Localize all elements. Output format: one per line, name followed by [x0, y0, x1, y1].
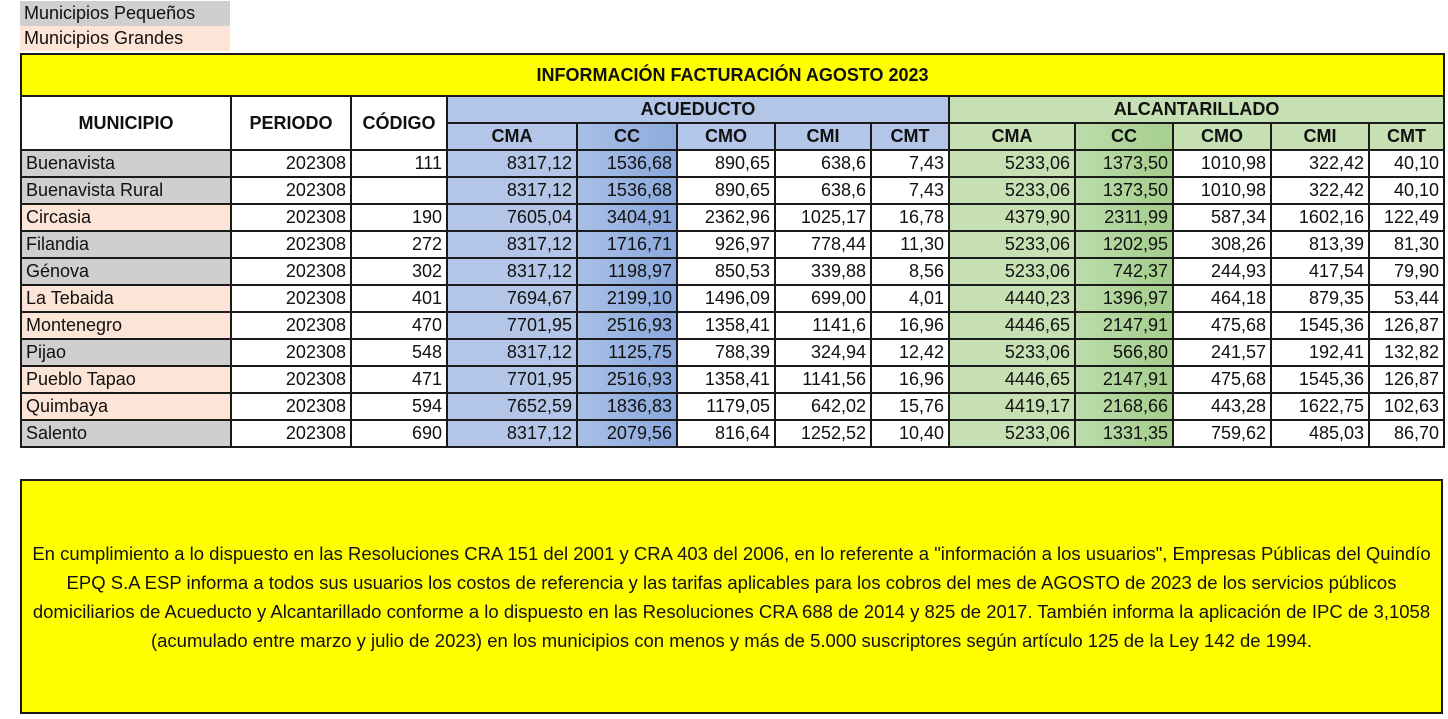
- cell-codigo: 302: [351, 258, 447, 285]
- cell-alc-cma: 4419,17: [949, 393, 1075, 420]
- cell-periodo: 202308: [231, 204, 351, 231]
- cell-acu-cmt: 16,96: [871, 312, 949, 339]
- cell-acu-cmi: 638,6: [775, 177, 871, 204]
- cell-alc-cc: 1396,97: [1075, 285, 1173, 312]
- cell-municipio: Circasia: [21, 204, 231, 231]
- cell-alc-cmo: 308,26: [1173, 231, 1271, 258]
- legend-small-municipalities: Municipios Pequeños: [20, 1, 230, 26]
- cell-acu-cc: 1536,68: [577, 177, 677, 204]
- cell-codigo: 690: [351, 420, 447, 447]
- cell-periodo: 202308: [231, 231, 351, 258]
- cell-acu-cmi: 699,00: [775, 285, 871, 312]
- cell-acu-cmo: 890,65: [677, 150, 775, 177]
- cell-acu-cmo: 926,97: [677, 231, 775, 258]
- table-row: [21, 258, 1444, 285]
- cell-acu-cma: 8317,12: [447, 420, 577, 447]
- cell-acu-cc: 1125,75: [577, 339, 677, 366]
- header-periodo: PERIODO: [231, 96, 351, 150]
- cell-alc-cma: 5233,06: [949, 177, 1075, 204]
- cell-alc-cma: 4446,65: [949, 312, 1075, 339]
- cell-alc-cma: 4440,23: [949, 285, 1075, 312]
- cell-alc-cc: 566,80: [1075, 339, 1173, 366]
- notice-box: [20, 479, 1443, 714]
- cell-acu-cma: 8317,12: [447, 258, 577, 285]
- cell-acu-cmt: 11,30: [871, 231, 949, 258]
- cell-alc-cc: 1331,35: [1075, 420, 1173, 447]
- cell-acu-cmi: 1141,56: [775, 366, 871, 393]
- cell-alc-cc: 2311,99: [1075, 204, 1173, 231]
- cell-acu-cmi: 638,6: [775, 150, 871, 177]
- cell-alc-cmo: 443,28: [1173, 393, 1271, 420]
- cell-acu-cmo: 1496,09: [677, 285, 775, 312]
- cell-periodo: 202308: [231, 150, 351, 177]
- cell-alc-cmt: 40,10: [1369, 150, 1444, 177]
- cell-acu-cmi: 324,94: [775, 339, 871, 366]
- table-row: [21, 285, 1444, 312]
- cell-acu-cmt: 15,76: [871, 393, 949, 420]
- cell-periodo: 202308: [231, 339, 351, 366]
- cell-municipio: Buenavista Rural: [21, 177, 231, 204]
- cell-alc-cmo: 1010,98: [1173, 177, 1271, 204]
- header-municipio: MUNICIPIO: [21, 96, 231, 150]
- cell-codigo: 190: [351, 204, 447, 231]
- cell-alc-cmi: 879,35: [1271, 285, 1369, 312]
- table-row: [21, 339, 1444, 366]
- cell-acu-cma: 7605,04: [447, 204, 577, 231]
- table-row: [21, 150, 1444, 177]
- cell-municipio: Salento: [21, 420, 231, 447]
- cell-alc-cma: 5233,06: [949, 150, 1075, 177]
- cell-alc-cmt: 81,30: [1369, 231, 1444, 258]
- cell-codigo: 272: [351, 231, 447, 258]
- header-acu-cmt: CMT: [871, 123, 949, 150]
- cell-alc-cc: 2168,66: [1075, 393, 1173, 420]
- cell-codigo: 111: [351, 150, 447, 177]
- cell-periodo: 202308: [231, 366, 351, 393]
- cell-codigo: 471: [351, 366, 447, 393]
- cell-acu-cmi: 642,02: [775, 393, 871, 420]
- table-row: [21, 366, 1444, 393]
- cell-acu-cma: 8317,12: [447, 231, 577, 258]
- cell-acu-cc: 2516,93: [577, 366, 677, 393]
- cell-acu-cma: 7701,95: [447, 312, 577, 339]
- cell-alc-cma: 5233,06: [949, 339, 1075, 366]
- cell-alc-cmo: 244,93: [1173, 258, 1271, 285]
- group-header-alcantarillado: ALCANTARILLADO: [949, 96, 1444, 123]
- cell-acu-cmt: 10,40: [871, 420, 949, 447]
- cell-acu-cc: 2079,56: [577, 420, 677, 447]
- cell-alc-cmi: 322,42: [1271, 150, 1369, 177]
- table-row: [21, 231, 1444, 258]
- cell-periodo: 202308: [231, 420, 351, 447]
- cell-alc-cmt: 132,82: [1369, 339, 1444, 366]
- cell-alc-cmo: 1010,98: [1173, 150, 1271, 177]
- cell-alc-cmi: 813,39: [1271, 231, 1369, 258]
- table-title: INFORMACIÓN FACTURACIÓN AGOSTO 2023: [21, 54, 1444, 96]
- cell-acu-cmo: 890,65: [677, 177, 775, 204]
- cell-municipio: Quimbaya: [21, 393, 231, 420]
- cell-acu-cmo: 1179,05: [677, 393, 775, 420]
- cell-alc-cmo: 475,68: [1173, 366, 1271, 393]
- header-acu-cmo: CMO: [677, 123, 775, 150]
- cell-acu-cmo: 1358,41: [677, 312, 775, 339]
- notice-text: En cumplimiento a lo dispuesto en las Resoluciones CRA 151 del 2001 y CRA 403 del 2006, en lo referente a "información a los usuarios", Empresas Públicas del Quindío EPQ S.A ESP informa a todos sus usuarios los costos de referencia y las tarifas aplicables para los cobros del mes de AGOSTO de 2023 de los servicios públicos domiciliarios de Acueducto y Alcantarillado conforme a lo dispuesto en las Resoluciones CRA 688 de 2014 y 825 de 2017. También informa la aplicación de IPC de 3,1058 (acumulado entre marzo y julio de 2023) en los municipios con menos y más de 5.000 suscriptores según artículo 125 de la Ley 142 de 1994.: [32, 542, 1431, 651]
- cell-codigo: 401: [351, 285, 447, 312]
- cell-acu-cma: 8317,12: [447, 339, 577, 366]
- cell-alc-cmt: 40,10: [1369, 177, 1444, 204]
- cell-alc-cmt: 102,63: [1369, 393, 1444, 420]
- cell-alc-cma: 5233,06: [949, 231, 1075, 258]
- cell-municipio: Buenavista: [21, 150, 231, 177]
- cell-acu-cc: 3404,91: [577, 204, 677, 231]
- header-codigo: CÓDIGO: [351, 96, 447, 150]
- cell-codigo: 548: [351, 339, 447, 366]
- cell-acu-cc: 1198,97: [577, 258, 677, 285]
- cell-alc-cma: 5233,06: [949, 420, 1075, 447]
- cell-municipio: Pijao: [21, 339, 231, 366]
- cell-alc-cmo: 587,34: [1173, 204, 1271, 231]
- cell-alc-cmi: 1545,36: [1271, 312, 1369, 339]
- header-alc-cmi: CMI: [1271, 123, 1369, 150]
- table-row: [21, 312, 1444, 339]
- cell-alc-cmi: 485,03: [1271, 420, 1369, 447]
- cell-alc-cc: 2147,91: [1075, 312, 1173, 339]
- cell-alc-cmo: 475,68: [1173, 312, 1271, 339]
- cell-alc-cma: 4379,90: [949, 204, 1075, 231]
- cell-periodo: 202308: [231, 393, 351, 420]
- header-acu-cmi: CMI: [775, 123, 871, 150]
- cell-acu-cma: 7652,59: [447, 393, 577, 420]
- cell-codigo: [351, 177, 447, 204]
- cell-acu-cc: 2516,93: [577, 312, 677, 339]
- cell-periodo: 202308: [231, 177, 351, 204]
- table-body: [21, 150, 1444, 447]
- cell-municipio: La Tebaida: [21, 285, 231, 312]
- cell-alc-cmt: 122,49: [1369, 204, 1444, 231]
- cell-acu-cmt: 4,01: [871, 285, 949, 312]
- cell-acu-cma: 7694,67: [447, 285, 577, 312]
- cell-alc-cmt: 86,70: [1369, 420, 1444, 447]
- cell-alc-cc: 742,37: [1075, 258, 1173, 285]
- cell-acu-cmt: 8,56: [871, 258, 949, 285]
- header-alc-cc: CC: [1075, 123, 1173, 150]
- cell-alc-cma: 5233,06: [949, 258, 1075, 285]
- cell-acu-cmi: 1252,52: [775, 420, 871, 447]
- cell-acu-cmi: 1025,17: [775, 204, 871, 231]
- table-row: [21, 177, 1444, 204]
- cell-acu-cmt: 16,78: [871, 204, 949, 231]
- cell-acu-cc: 1716,71: [577, 231, 677, 258]
- cell-periodo: 202308: [231, 285, 351, 312]
- cell-acu-cmo: 2362,96: [677, 204, 775, 231]
- cell-periodo: 202308: [231, 258, 351, 285]
- cell-acu-cmt: 7,43: [871, 177, 949, 204]
- cell-acu-cmo: 816,64: [677, 420, 775, 447]
- table-row: [21, 420, 1444, 447]
- cell-acu-cmo: 850,53: [677, 258, 775, 285]
- group-header-acueducto: ACUEDUCTO: [447, 96, 949, 123]
- cell-alc-cmi: 417,54: [1271, 258, 1369, 285]
- cell-alc-cmt: 126,87: [1369, 312, 1444, 339]
- cell-alc-cmo: 241,57: [1173, 339, 1271, 366]
- cell-acu-cmi: 1141,6: [775, 312, 871, 339]
- header-acu-cc: CC: [577, 123, 677, 150]
- legend-large-municipalities: Municipios Grandes: [20, 26, 230, 51]
- cell-municipio: Filandia: [21, 231, 231, 258]
- cell-alc-cc: 1202,95: [1075, 231, 1173, 258]
- header-alc-cmt: CMT: [1369, 123, 1444, 150]
- cell-municipio: Pueblo Tapao: [21, 366, 231, 393]
- cell-alc-cc: 1373,50: [1075, 150, 1173, 177]
- cell-acu-cc: 1836,83: [577, 393, 677, 420]
- cell-alc-cmi: 1602,16: [1271, 204, 1369, 231]
- cell-acu-cma: 8317,12: [447, 177, 577, 204]
- cell-acu-cma: 8317,12: [447, 150, 577, 177]
- cell-alc-cmi: 1545,36: [1271, 366, 1369, 393]
- header-alc-cmo: CMO: [1173, 123, 1271, 150]
- billing-table: [20, 53, 1445, 448]
- cell-acu-cma: 7701,95: [447, 366, 577, 393]
- cell-alc-cma: 4446,65: [949, 366, 1075, 393]
- table-row: [21, 393, 1444, 420]
- cell-acu-cmi: 778,44: [775, 231, 871, 258]
- cell-alc-cmt: 79,90: [1369, 258, 1444, 285]
- cell-periodo: 202308: [231, 312, 351, 339]
- cell-acu-cmt: 16,96: [871, 366, 949, 393]
- cell-alc-cc: 1373,50: [1075, 177, 1173, 204]
- cell-codigo: 594: [351, 393, 447, 420]
- cell-acu-cmo: 1358,41: [677, 366, 775, 393]
- cell-alc-cmt: 53,44: [1369, 285, 1444, 312]
- cell-alc-cmi: 1622,75: [1271, 393, 1369, 420]
- header-acu-cma: CMA: [447, 123, 577, 150]
- cell-acu-cc: 2199,10: [577, 285, 677, 312]
- cell-acu-cc: 1536,68: [577, 150, 677, 177]
- cell-alc-cmt: 126,87: [1369, 366, 1444, 393]
- cell-acu-cmo: 788,39: [677, 339, 775, 366]
- table-row: [21, 204, 1444, 231]
- cell-codigo: 470: [351, 312, 447, 339]
- cell-acu-cmi: 339,88: [775, 258, 871, 285]
- cell-alc-cmo: 464,18: [1173, 285, 1271, 312]
- cell-alc-cc: 2147,91: [1075, 366, 1173, 393]
- cell-municipio: Génova: [21, 258, 231, 285]
- cell-alc-cmo: 759,62: [1173, 420, 1271, 447]
- cell-municipio: Montenegro: [21, 312, 231, 339]
- header-alc-cma: CMA: [949, 123, 1075, 150]
- cell-acu-cmt: 12,42: [871, 339, 949, 366]
- cell-acu-cmt: 7,43: [871, 150, 949, 177]
- cell-alc-cmi: 192,41: [1271, 339, 1369, 366]
- cell-alc-cmi: 322,42: [1271, 177, 1369, 204]
